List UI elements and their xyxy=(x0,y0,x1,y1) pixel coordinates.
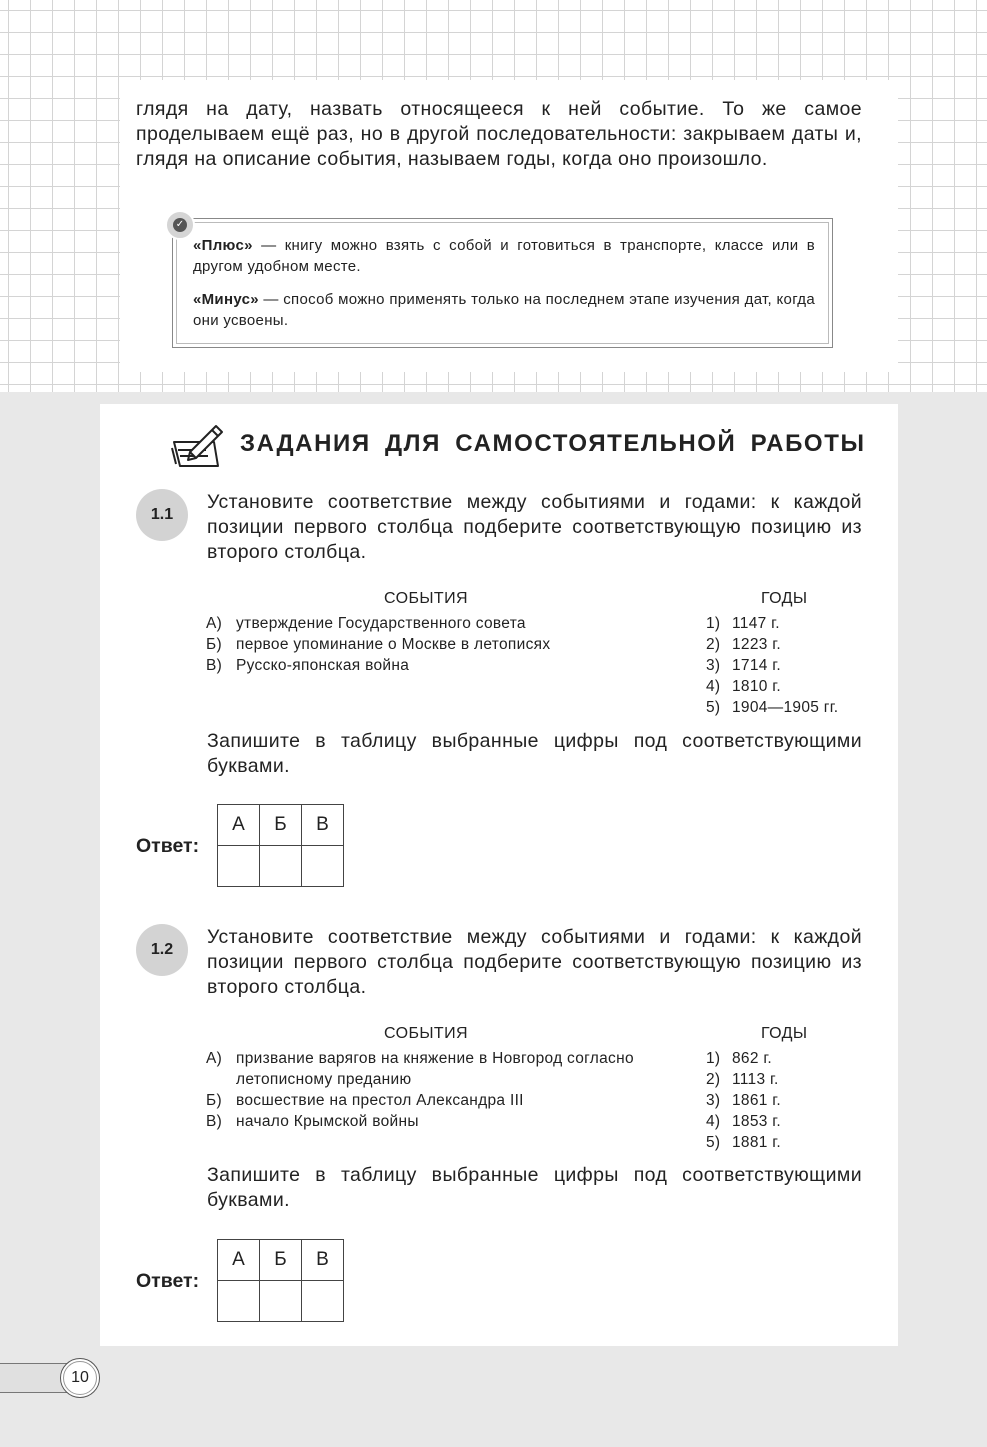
events-list xyxy=(206,1048,644,1132)
years-header: ГОДЫ xyxy=(761,1025,808,1042)
task-number-badge: 1.2 xyxy=(136,924,188,976)
answer-column-header: В xyxy=(302,805,344,846)
answer-column-header: Б xyxy=(260,1240,302,1281)
answer-column-header: А xyxy=(218,805,260,846)
note-minus xyxy=(193,289,815,331)
answer-cell[interactable] xyxy=(260,1281,302,1322)
page-tab xyxy=(0,1363,68,1393)
answer-column-header: А xyxy=(218,1240,260,1281)
list-item: 2) 1113 г. xyxy=(706,1071,779,1088)
task-instruction: Запишите в таблицу выбранные цифры под соответствующими буквами. xyxy=(207,730,862,777)
answer-cell[interactable] xyxy=(218,1281,260,1322)
list-item: В) начало Крымской войны xyxy=(206,1113,419,1130)
answer-label: Ответ: xyxy=(136,835,200,857)
list-item: 3) 1861 г. xyxy=(706,1092,781,1109)
events-list xyxy=(206,613,636,676)
page-number: 10 xyxy=(60,1358,100,1398)
list-item: В) Русско-японская война xyxy=(206,657,410,674)
intro-paragraph: глядя на дату, назвать относящееся к ней событие. То же самое проделываем ещё раз, но в другой последовательности: закрываем даты и, глядя на описание события, называем годы, когда оно произошло. xyxy=(136,98,862,170)
list-item: 4) 1853 г. xyxy=(706,1113,781,1130)
answer-table xyxy=(217,804,344,887)
list-item: 1) 1147 г. xyxy=(706,615,780,632)
task-instruction: Запишите в таблицу выбранные цифры под соответствующими буквами. xyxy=(207,1164,862,1211)
list-item: Б) первое упоминание о Москве в летописях xyxy=(206,636,551,653)
years-list xyxy=(706,1048,866,1153)
pencil-writing-icon xyxy=(166,420,224,468)
list-item: 1) 862 г. xyxy=(706,1050,773,1067)
task-prompt: Установите соответствие между событиями и годами: к каждой позиции первого столбца подберите соответствующую позицию из второго столбца. xyxy=(207,926,862,998)
plus-text: — книгу можно взять с собой и готовиться в транспорте, классе или в другом удобном месте. xyxy=(193,237,815,275)
list-item: 2) 1223 г. xyxy=(706,636,781,653)
check-icon: ✓ xyxy=(165,210,195,240)
answer-column-header: В xyxy=(302,1240,344,1281)
answer-label: Ответ: xyxy=(136,1270,200,1292)
answer-cell[interactable] xyxy=(260,846,302,887)
years-list xyxy=(706,613,866,718)
list-item: 5) 1904—1905 гг. xyxy=(706,699,839,716)
list-item: 5) 1881 г. xyxy=(706,1134,781,1151)
minus-label: «Минус» xyxy=(193,291,259,308)
events-header: СОБЫТИЯ xyxy=(384,590,468,607)
answer-cell[interactable] xyxy=(302,1281,344,1322)
list-item: А) утверждение Государственного совета xyxy=(206,615,526,632)
answer-table xyxy=(217,1239,344,1322)
list-item: 4) 1810 г. xyxy=(706,678,781,695)
task-number-badge: 1.1 xyxy=(136,489,188,541)
note-box xyxy=(172,218,833,348)
events-header: СОБЫТИЯ xyxy=(384,1025,468,1042)
note-plus xyxy=(193,235,815,277)
answer-column-header: Б xyxy=(260,805,302,846)
list-item: 3) 1714 г. xyxy=(706,657,781,674)
answer-cell[interactable] xyxy=(302,846,344,887)
answer-cell[interactable] xyxy=(218,846,260,887)
list-item: Б) восшествие на престол Александра III xyxy=(206,1092,524,1109)
list-item: А) призвание варягов на княжение в Новгород согласно летописному преданию xyxy=(206,1050,634,1088)
plus-label: «Плюс» xyxy=(193,237,253,254)
task-prompt: Установите соответствие между событиями и годами: к каждой позиции первого столбца подберите соответствующую позицию из второго столбца. xyxy=(207,491,862,563)
years-header: ГОДЫ xyxy=(761,590,808,607)
section-title: ЗАДАНИЯ ДЛЯ САМОСТОЯТЕЛЬНОЙ РАБОТЫ xyxy=(240,430,866,457)
minus-text: — способ можно применять только на последнем этапе изучения дат, когда они усвоены. xyxy=(193,291,815,329)
